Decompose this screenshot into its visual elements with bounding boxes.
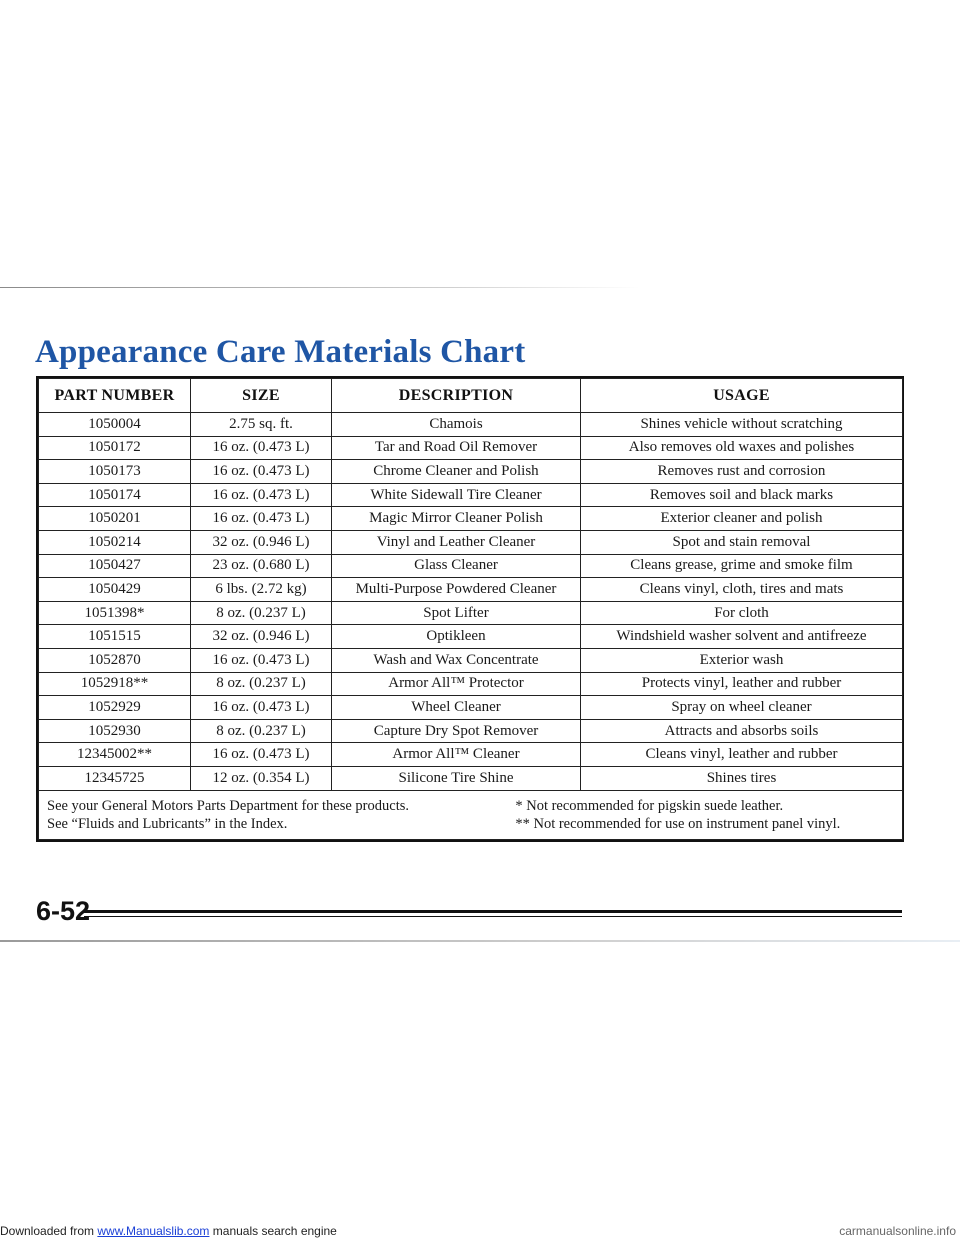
cell-usage: Shines tires bbox=[581, 766, 903, 790]
table-row bbox=[39, 507, 903, 531]
footnote-cell bbox=[39, 790, 903, 839]
table-row bbox=[39, 743, 903, 767]
cell-description: Wheel Cleaner bbox=[332, 696, 581, 720]
cell-part-number: 12345725 bbox=[39, 766, 191, 790]
cell-usage: Cleans vinyl, leather and rubber bbox=[581, 743, 903, 767]
bottom-divider bbox=[0, 940, 960, 942]
table-header-row bbox=[39, 379, 903, 413]
footnote-parts-dept: See your General Motors Parts Department for these products. bbox=[47, 797, 409, 814]
cell-size: 16 oz. (0.473 L) bbox=[191, 460, 332, 484]
cell-part-number: 1050173 bbox=[39, 460, 191, 484]
cell-description: Chamois bbox=[332, 413, 581, 437]
cell-usage: Spray on wheel cleaner bbox=[581, 696, 903, 720]
cell-usage: Removes soil and black marks bbox=[581, 483, 903, 507]
footnote-right bbox=[515, 797, 894, 833]
cell-usage: For cloth bbox=[581, 601, 903, 625]
cell-size: 32 oz. (0.946 L) bbox=[191, 530, 332, 554]
cell-description: Wash and Wax Concentrate bbox=[332, 648, 581, 672]
footnote-grid bbox=[47, 797, 894, 833]
table-row bbox=[39, 601, 903, 625]
cell-part-number: 1050172 bbox=[39, 436, 191, 460]
cell-description: Tar and Road Oil Remover bbox=[332, 436, 581, 460]
footnote-double-asterisk: ** Not recommended for use on instrument panel vinyl. bbox=[515, 815, 841, 832]
table-row bbox=[39, 625, 903, 649]
table-row bbox=[39, 578, 903, 602]
footnote-single-asterisk: * Not recommended for pigskin suede leather. bbox=[515, 797, 784, 814]
cell-part-number: 1052870 bbox=[39, 648, 191, 672]
cell-size: 8 oz. (0.237 L) bbox=[191, 719, 332, 743]
page-number: 6-52 bbox=[36, 896, 91, 926]
cell-description: Vinyl and Leather Cleaner bbox=[332, 530, 581, 554]
cell-part-number: 1050214 bbox=[39, 530, 191, 554]
cell-description: Spot Lifter bbox=[332, 601, 581, 625]
cell-part-number: 1051515 bbox=[39, 625, 191, 649]
cell-description: Glass Cleaner bbox=[332, 554, 581, 578]
cell-description: Chrome Cleaner and Polish bbox=[332, 460, 581, 484]
cell-part-number: 1052918** bbox=[39, 672, 191, 696]
cell-description: White Sidewall Tire Cleaner bbox=[332, 483, 581, 507]
cell-size: 16 oz. (0.473 L) bbox=[191, 696, 332, 720]
cell-description: Magic Mirror Cleaner Polish bbox=[332, 507, 581, 531]
footnote-left bbox=[47, 797, 515, 833]
cell-part-number: 1052930 bbox=[39, 719, 191, 743]
header-size: SIZE bbox=[191, 379, 332, 413]
cell-description: Optikleen bbox=[332, 625, 581, 649]
table-row bbox=[39, 719, 903, 743]
cell-part-number: 1051398* bbox=[39, 601, 191, 625]
cell-part-number: 1050201 bbox=[39, 507, 191, 531]
cell-description: Armor All™ Protector bbox=[332, 672, 581, 696]
cell-part-number: 1050004 bbox=[39, 413, 191, 437]
cell-size: 8 oz. (0.237 L) bbox=[191, 601, 332, 625]
cell-part-number: 1052929 bbox=[39, 696, 191, 720]
cell-usage: Exterior wash bbox=[581, 648, 903, 672]
cell-part-number: 1050429 bbox=[39, 578, 191, 602]
table-row bbox=[39, 460, 903, 484]
page-number-rule bbox=[84, 910, 902, 913]
cell-usage: Cleans vinyl, cloth, tires and mats bbox=[581, 578, 903, 602]
cell-part-number: 1050174 bbox=[39, 483, 191, 507]
download-suffix: manuals search engine bbox=[209, 1224, 337, 1238]
watermark-text: carmanualsonline.info bbox=[839, 1224, 956, 1238]
cell-usage: Shines vehicle without scratching bbox=[581, 413, 903, 437]
cell-usage: Removes rust and corrosion bbox=[581, 460, 903, 484]
header-usage: USAGE bbox=[581, 379, 903, 413]
download-source-bar bbox=[0, 1224, 960, 1242]
cell-size: 16 oz. (0.473 L) bbox=[191, 507, 332, 531]
cell-usage: Windshield washer solvent and antifreeze bbox=[581, 625, 903, 649]
table-row bbox=[39, 766, 903, 790]
materials-table bbox=[38, 378, 903, 840]
top-divider bbox=[0, 287, 640, 288]
table-row bbox=[39, 696, 903, 720]
cell-size: 6 lbs. (2.72 kg) bbox=[191, 578, 332, 602]
cell-usage: Exterior cleaner and polish bbox=[581, 507, 903, 531]
cell-part-number: 12345002** bbox=[39, 743, 191, 767]
cell-size: 16 oz. (0.473 L) bbox=[191, 743, 332, 767]
cell-size: 12 oz. (0.354 L) bbox=[191, 766, 332, 790]
cell-size: 2.75 sq. ft. bbox=[191, 413, 332, 437]
footnote-row bbox=[39, 790, 903, 839]
cell-size: 23 oz. (0.680 L) bbox=[191, 554, 332, 578]
table-row bbox=[39, 530, 903, 554]
cell-usage: Also removes old waxes and polishes bbox=[581, 436, 903, 460]
cell-size: 32 oz. (0.946 L) bbox=[191, 625, 332, 649]
manualslib-link[interactable]: www.Manualslib.com bbox=[97, 1224, 210, 1238]
cell-usage: Protects vinyl, leather and rubber bbox=[581, 672, 903, 696]
table-row bbox=[39, 554, 903, 578]
table-row bbox=[39, 413, 903, 437]
table-row bbox=[39, 483, 903, 507]
cell-size: 16 oz. (0.473 L) bbox=[191, 483, 332, 507]
header-part-number: PART NUMBER bbox=[39, 379, 191, 413]
cell-usage: Attracts and absorbs soils bbox=[581, 719, 903, 743]
cell-usage: Spot and stain removal bbox=[581, 530, 903, 554]
materials-table-frame bbox=[36, 376, 904, 842]
cell-usage: Cleans grease, grime and smoke film bbox=[581, 554, 903, 578]
cell-size: 16 oz. (0.473 L) bbox=[191, 436, 332, 460]
cell-description: Silicone Tire Shine bbox=[332, 766, 581, 790]
cell-size: 8 oz. (0.237 L) bbox=[191, 672, 332, 696]
cell-part-number: 1050427 bbox=[39, 554, 191, 578]
footnote-fluids-ref: See “Fluids and Lubricants” in the Index. bbox=[47, 815, 288, 832]
cell-description: Multi-Purpose Powdered Cleaner bbox=[332, 578, 581, 602]
header-description: DESCRIPTION bbox=[332, 379, 581, 413]
table-row bbox=[39, 648, 903, 672]
cell-description: Armor All™ Cleaner bbox=[332, 743, 581, 767]
table-row bbox=[39, 672, 903, 696]
download-prefix: Downloaded from bbox=[0, 1224, 98, 1238]
table-row bbox=[39, 436, 903, 460]
cell-size: 16 oz. (0.473 L) bbox=[191, 648, 332, 672]
cell-description: Capture Dry Spot Remover bbox=[332, 719, 581, 743]
page-title: Appearance Care Materials Chart bbox=[35, 334, 526, 370]
